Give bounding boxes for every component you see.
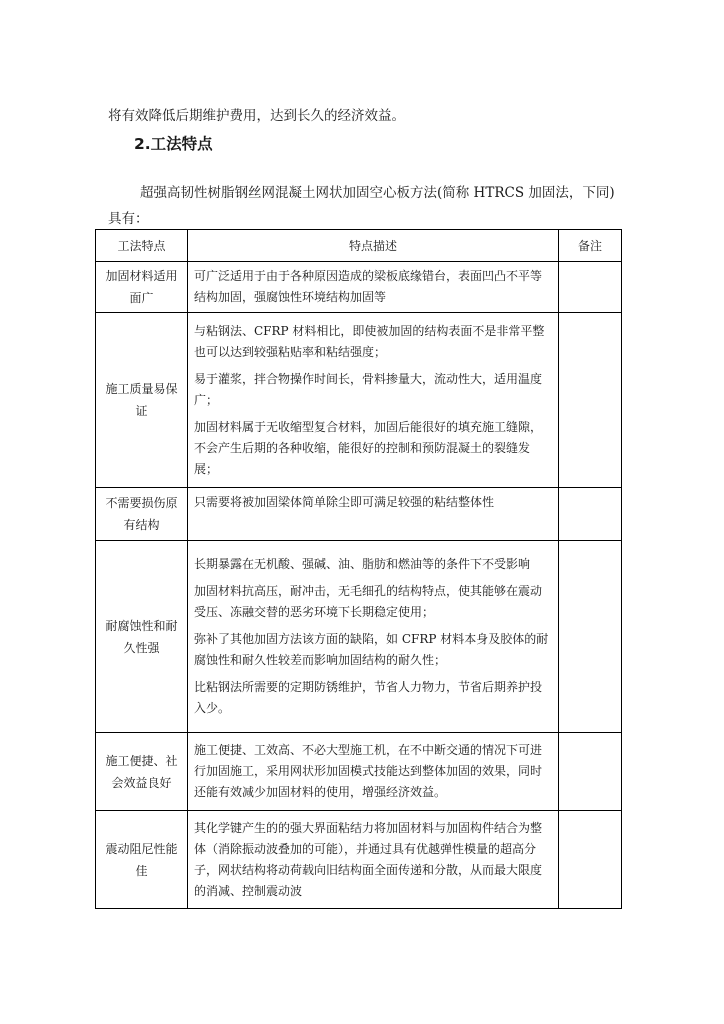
- feature-name: 施工便捷、社会效益良好: [96, 733, 188, 811]
- header-note: 备注: [559, 230, 622, 262]
- description-paragraph: 加固材料属于无收缩型复合材料，加固后能很好的填充施工缝隙，不会产生后期的各种收缩，能很好的控制和预防混凝土的裂缝发展；: [194, 419, 543, 476]
- description-paragraph: 比粘钢法所需要的定期防锈维护，节省人力物力，节省后期养护投入少。: [194, 680, 543, 715]
- feature-name: 不需要损伤原有结构: [96, 488, 188, 541]
- header-description: 特点描述: [188, 230, 559, 262]
- feature-note: [559, 811, 622, 909]
- table-row: [96, 488, 622, 541]
- feature-note: [559, 488, 622, 541]
- feature-description: [188, 541, 559, 733]
- description-paragraph: 加固材料抗高压，耐冲击，无毛细孔的结构特点，使其能够在震动受压、冻融交替的恶劣环境下长期稳定使用；: [194, 584, 543, 619]
- description-paragraph: 只需要将被加固梁体简单除尘即可满足较强的粘结整体性: [194, 495, 495, 509]
- feature-description: [188, 488, 559, 541]
- feature-name: 震动阻尼性能佳: [96, 811, 188, 909]
- description-paragraph: 弥补了其他加固方法该方面的缺陷，如 CFRP 材料本身及胶体的耐腐蚀性和耐久性较差而影响加固结构的耐久性；: [194, 632, 549, 667]
- feature-note: [559, 733, 622, 811]
- feature-name: 加固材料适用面广: [96, 262, 188, 313]
- features-table: [95, 229, 622, 909]
- description-paragraph: 施工便捷、工效高、不必大型施工机，在不中断交通的情况下可进行加固施工，采用网状形加固模式技能达到整体加固的效果，同时还能有效减少加固材料的使用，增强经济效益。: [194, 743, 543, 799]
- feature-name: 耐腐蚀性和耐久性强: [96, 541, 188, 733]
- feature-note: [559, 262, 622, 313]
- intro-paragraph: 将有效降低后期维护费用，达到长久的经济效益。: [108, 107, 405, 124]
- feature-note: [559, 313, 622, 488]
- section-heading: 2.工法特点: [134, 135, 213, 153]
- feature-note: [559, 541, 622, 733]
- section-intro-paragraph: 超强高韧性树脂钢丝网混凝土网状加固空心板方法(简称 HTRCS 加固法，下同)具有：: [108, 184, 615, 227]
- feature-description: [188, 733, 559, 811]
- feature-name: 施工质量易保证: [96, 313, 188, 488]
- header-feature: 工法特点: [96, 230, 188, 262]
- description-paragraph: 可广泛适用于由于各种原因造成的梁板底缘错台，表面凹凸不平等结构加固，强腐蚀性环境结构加固等: [194, 269, 543, 304]
- table-header-row: [96, 230, 622, 262]
- description-paragraph: 其化学键产生的的强大界面粘结力将加固材料与加固构件结合为整体（消除振动波叠加的可能），并通过具有优越弹性模量的超高分子，网状结构将动荷载向旧结构面全面传递和分散，从而最大限度的消减、控制震动波: [194, 820, 543, 898]
- table-row: [96, 811, 622, 909]
- description-paragraph: 易于灌浆，拌合物操作时间长，骨料掺量大，流动性大，适用温度广；: [194, 371, 543, 407]
- table-row: [96, 733, 622, 811]
- feature-description: [188, 262, 559, 313]
- description-paragraph: 与粘钢法、CFRP 材料相比，即使被加固的结构表面不是非常平整也可以达到较强粘贴率和粘结强度；: [194, 323, 545, 359]
- table-row: [96, 541, 622, 733]
- feature-description: [188, 313, 559, 488]
- table-row: [96, 262, 622, 313]
- description-paragraph: 长期暴露在无机酸、强碱、油、脂肪和燃油等的条件下不受影响: [194, 557, 531, 571]
- table-row: [96, 313, 622, 488]
- feature-description: [188, 811, 559, 909]
